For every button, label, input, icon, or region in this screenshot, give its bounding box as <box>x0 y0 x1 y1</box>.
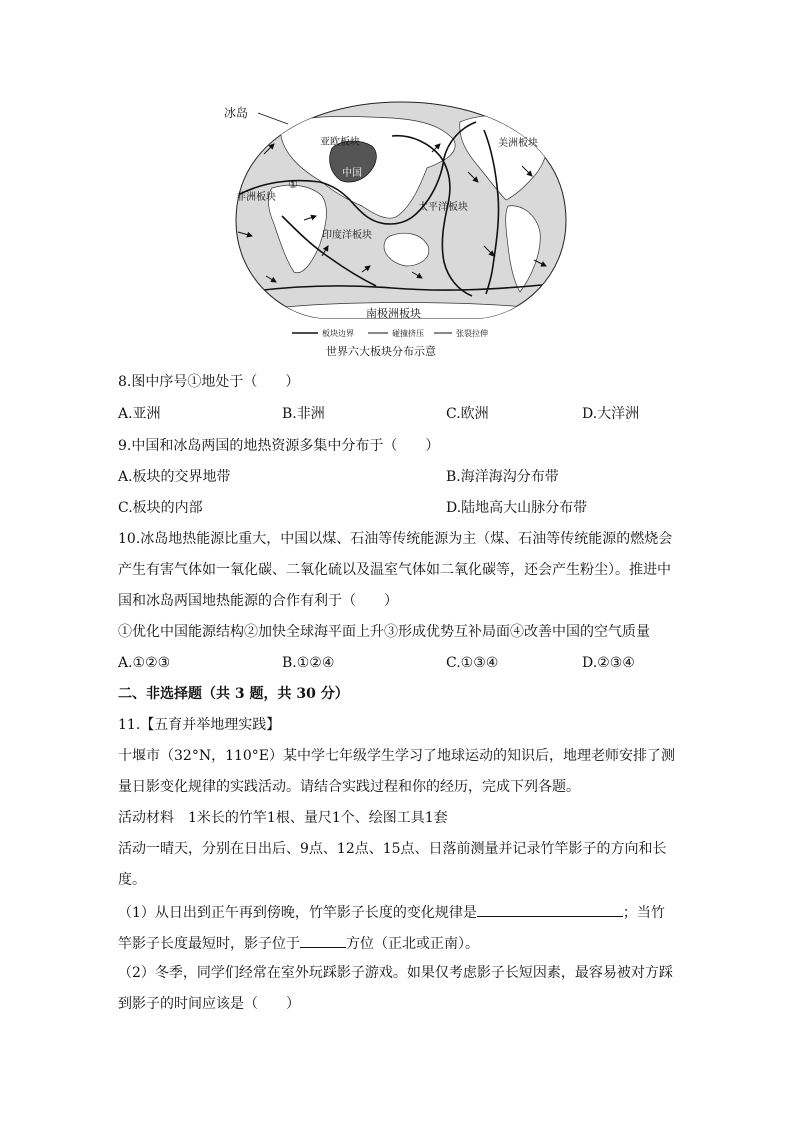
q11-activity-line-1: 活动一晴天，分别在日出后、9点、12点、15点、日落前测量并记录竹竿影子的方向和长 <box>118 841 667 857</box>
q11-title: 11.【五育并举地理实践】 <box>118 717 281 733</box>
q11-sub2-line-2: 到影子的时间应该是（ ） <box>118 996 300 1012</box>
label-indian-plate: 印度洋板块 <box>322 230 372 241</box>
q10-line-2: 产生有害气体如一氧化碳、二氧化硫以及温室气体如二氧化碳等，还会产生粉尘）。推进中 <box>118 562 671 578</box>
q11-sub1-text-b: ；当竹 <box>622 905 665 921</box>
q10-statements: ①优化中国能源结构②加快全球海平面上升③形成优势互补局面④改善中国的空气质量 <box>118 624 650 640</box>
answer-blank-1[interactable] <box>477 901 623 917</box>
q8-option-a: A.亚洲 <box>118 406 161 422</box>
q11-intro-line-1: 十堰市（32°N，110°E）某中学七年级学生学习了地球运动的知识后，地理老师安排了测 <box>118 748 676 764</box>
iceland-pointer <box>258 113 288 124</box>
q9-stem: 9.中国和冰岛两国的地热资源多集中分布于（ ） <box>118 438 440 454</box>
label-pacific-plate: 太平洋板块 <box>418 202 468 213</box>
q10-line-3: 国和冰岛两国地热能源的合作有利于（ ） <box>118 593 398 609</box>
answer-blank-2[interactable] <box>300 932 346 948</box>
marker-1: ① <box>288 178 298 191</box>
q10-line-1: 10.冰岛地热能源比重大，中国以煤、石油等传统能源为主（煤、石油等传统能源的燃烧会 <box>118 531 673 547</box>
q9-option-d: D.陆地高大山脉分布带 <box>446 500 588 516</box>
q10-option-c: C.①③④ <box>446 655 499 671</box>
q11-intro-line-2: 量日影变化规律的实践活动。请结合实践过程和你的经历，完成下列各题。 <box>118 779 580 795</box>
q9-option-a: A.板块的交界地带 <box>118 469 231 485</box>
q8-option-d: D.大洋洲 <box>582 406 640 422</box>
q10-option-b: B.①②④ <box>282 655 335 671</box>
plate-map-figure <box>222 96 580 358</box>
q11-sub1-line-1 <box>118 901 665 923</box>
q11-sub2-line-1: （2）冬季，同学们经常在室外玩踩影子游戏。如果仅考虑影子长短因素，最容易被对方踩 <box>118 965 673 981</box>
q10-option-a: A.①②③ <box>118 655 171 671</box>
legend-divergence: 张裂拉伸 <box>456 329 488 338</box>
q9-option-b: B.海洋海沟分布带 <box>446 469 559 485</box>
label-america-plate: 美洲板块 <box>498 138 538 149</box>
label-eurasia-plate: 亚欧板块 <box>320 137 360 148</box>
map-caption: 世界六大板块分布示意 <box>326 345 436 358</box>
label-iceland: 冰岛 <box>224 106 249 120</box>
legend-boundary: 板块边界 <box>322 329 354 338</box>
q9-option-c: C.板块的内部 <box>118 500 203 516</box>
q11-sub1-text-c: 竿影子长度最短时，影子位于 <box>118 936 300 952</box>
section-heading: 二、非选择题（共 3 题，共 30 分） <box>118 686 349 702</box>
q8-stem: 8.图中序号①地处于（ ） <box>118 374 300 390</box>
q11-sub1-text-d: 方位（正北或正南）。 <box>346 936 479 952</box>
label-antarctic-plate: 南极洲板块 <box>366 307 421 320</box>
q11-activity-line-2: 度。 <box>118 872 146 888</box>
q11-materials: 活动材料 1米长的竹竿1根、量尺1个、绘图工具1套 <box>118 810 448 826</box>
q8-option-c: C.欧洲 <box>446 406 489 422</box>
q10-option-d: D.②③④ <box>582 655 635 671</box>
label-china: 中国 <box>342 168 362 179</box>
q8-option-b: B.非洲 <box>282 406 325 422</box>
legend-collision: 碰撞挤压 <box>392 329 424 338</box>
q11-sub1-line-2 <box>118 932 479 954</box>
plate-map-svg <box>222 96 580 358</box>
q11-sub1-text-a: （1）从日出到正午再到傍晚，竹竿影子长度的变化规律是 <box>118 905 477 921</box>
label-africa-plate: 非洲板块 <box>236 192 276 203</box>
